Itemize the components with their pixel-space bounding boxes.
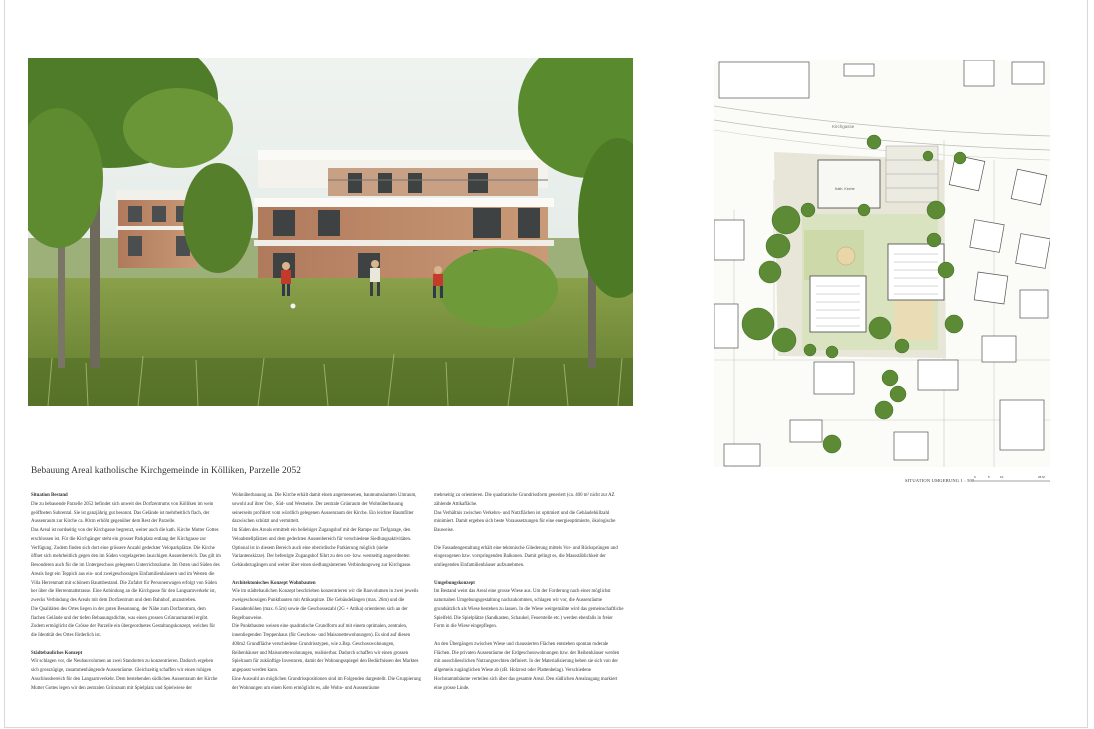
- paragraph: mehrseitig zu orientieren. Die quadratische Grundrissform generiert (ca. 400 m² nicht zur AZ zählende Attikafläche.: [434, 493, 615, 507]
- scale-label: SITUATION UMGEBUNG 1 : 500: [905, 478, 975, 483]
- paragraph: Die Punktbauten weisen eine quadratische Grundform auf mit einem optimalen, zentralen, innenliegenden Treppenhaus (für Geschoss- und Maisonettewohnungen). Es sind auf diesen 400m2 Grundfläche verschiedene Grundrisstypen, wie z.Bsp. Geschosswohnungen, Reihenhäuser und Maisonettewohnungen, realisierbar. Dadurch schaffen wir einen grossen Spielraum für zukünftige Investoren, damit der Wohnungsspiegel den Bedürfnissen des Marktes angepasst werden kann.: [232, 624, 419, 673]
- scale-tick: 10: [1000, 475, 1004, 479]
- paragraph: Das Areal ist nordseitig von der Kirchgasse begrenzt, weiter auch die kath. Kirche Mutter Gottes erschlossen ist. Für die Kirchgänger steht ein grosser Parkplatz entlang der Kirchgasse zur Verfügung. Zudem finden sich dort eine grössere Anzahl gedeckter Veloparkplätze. Die Kirche öffnet sich mehrheitlich gegen den im Süden vorgelagerten lauschigen Aussenbereich. Das gilt im Besonderen auch für die im Untergeschoss gelegenen Unterrichtsräume. Im Osten und Süden des Areals liegt ein Teppich aus ein- und zweigeschossigen Einfamilienhäusern und im Westen die Villa Herrenmatt mit schönem Baumbestand. Die Zufahrt für Personenwagen erfolgt von Süden her über die Herrenmattstrasse. Eine Anbindung an die Kirchgasse für den Langsamverkehr ist, zwecks Verbindung des Areals mit dem Dorfzentrum und dem Bahnhof, anzustreben.: [31, 528, 221, 603]
- text-column-1: [31, 492, 221, 693]
- paragraph: An den Übergängen zwischen Wiese und chaussierten Flächen entstehen spontan ruderale Flächen. Die privaten Aussenräume der Erdgeschosswohnungen bzw. der Reihenhäuser werden mit ausschliesslichen Nutzungsrechten definiert. In der Materialisierung heben sie sich von der allgemein zugänglichen Wiese ab (zB. Holzrost oder Plattenbelag). Verschiedene Hochstammbäume verteilen sich über das gesamte Areal. Den südlichen Arealzugang markiert eine grosse Linde.: [434, 641, 620, 691]
- paragraph: Im Süden des Areals ermittelt ein beliebiger Zugangshof mit der Rampe zur Tiefgarage, den Veloabstellplätzen und dem gedeckten Aussenbereich für verschiedene Siedlungsaktivitäten. Optional ist in diesem Bereich auch eine oberirdische Parkierung möglich (siehe Variantenskizze). Der befestigte Zugangshof führt zu den ost- bzw. westseitig angeordneten Gebäudezugängen und weiter über einen siedlungsinternen Verbindungsweg zur Kirchgasse.: [232, 528, 412, 568]
- paragraph: Wie im städtebaulichen Konzept beschrieben konzentrieren wir die Bauvolumen in zwei jeweils zweigeschossigen Punktbauten mit Attikaspitze. Die Gebäudelängen (max. 26m) und die Fassadenhöhen (max. 6.5m) sowie die Geschossezahl (2G + Attika) orientieren sich an der Regelbauweise.: [232, 589, 419, 621]
- street-label: Kirchgasse: [832, 124, 855, 129]
- scale-bar: [974, 475, 1050, 483]
- paragraph: Das Verhältnis zwischen Verkehrs- und Nutzflächen ist optimiert und die Gebäudehüllzahl minimiert. Damit ergeben sich beste Voraussetzungen für eine energieoptimierte, ökologische Bauweise.: [434, 510, 616, 533]
- section-heading: Städtebauliches Konzept: [31, 650, 83, 656]
- document-title: Bebauung Areal katholische Kirchgemeinde in Kölliken, Parzelle 2052: [31, 466, 301, 476]
- scale-tick: 5: [988, 475, 990, 479]
- church-label: Kath. Kirche: [835, 187, 855, 191]
- site-plan: [714, 60, 1050, 467]
- section-heading: Architektonisches Konzept Wohnbauten: [232, 580, 316, 586]
- text-column-2: [232, 492, 422, 693]
- paragraph: Wir schlagen vor, die Neubauvolumen an zwei Standorten zu konzentrieren. Dadurch ergeben sich grosszügige, zusammenhängende Aussenräume. Gleichzeitig schaffen wir einen ruhigen Anschlussbereich für den Langsamverkehr. Dem bestehenden südlichen Aussenraum der Kirche Mutter Gottes legen wir den zentralen Grünraum mit Spielplatz und Spielwiese der: [31, 659, 218, 691]
- paragraph: Die zu bebauende Parzelle 2052 befindet sich unweit des Dorfzentrums von Kölliken im wein geöffneten Suhrental. Sie ist ganzjährig gut besonnt. Das Gelände ist mehrheitlich flach, der Aussenraum zur Kirche ca. 80cm erhöht gegenüber dem Rest der Parzelle.: [31, 501, 214, 525]
- paragraph: Wohnüberbauung an. Die Kirche erhält damit einen angemessenen, baumumsäumten Umraum, sowohl auf ihrer Ost-, Süd- und Westseite. Der zentrale Grünraum der Wohnüberbauung seinerseits profitiert vom würdlich gelegenen Aussenraum der Kirche. Ein leichter Baumfilter dazwischen schützt und vermittelt.: [232, 493, 417, 525]
- paragraph: Die Fassadengestaltung erhält eine tektonische Gliederung mittels Vor- und Rücksprüngen und eingezogenen bzw. vorspringenden Balkonen. Damit gelingt es, die Massstäblichkeit der umliegenden Einfamilienhäuser aufzunehmen.: [434, 545, 618, 568]
- section-heading: Umgebungskonzept: [434, 580, 475, 586]
- paragraph: Eine Auswahl an möglichen Grundrisspositionen sind im Folgenden dargestellt. Die Gruppierung der Wohnungen um einen Kern ermöglicht es, alle Wohn- und Aussenräume: [232, 676, 421, 691]
- section-heading: Situation Bestand: [31, 493, 68, 498]
- paragraph: Die Qualitäten des Ortes liegen in der guten Besonnung, der Nähe zum Dorfzentrum, dem flachen Gelände und der tiefen Bebauungsdichte, was einen grossen Grünraumanteil ergibt. Zudem ermöglicht die Grösse der Parzelle ein übergeordnetes Gestaltungskonzept, welches für die Identität des Ortes förderlich ist.: [31, 606, 216, 638]
- architectural-rendering: [28, 58, 633, 406]
- scale-tick: 25 M: [1038, 475, 1045, 479]
- scale-tick: 0: [974, 475, 976, 479]
- text-column-3: [434, 492, 624, 693]
- paragraph: Im Bestand weist das Areal eine grosse Wiese aus. Um der Forderung nach einer möglichst naturnahen Umgebungsgestaltung nachzukommen, schlagen wir vor, die Aussenräume grundsätzlich als Wiese bestehen zu lassen. In die Wiese weitgemähte wird das gemeinschaftliche Spielfeld. Die Spielplätze (Sandkasten, Schaukel, Feuerstelle etc.) werden ebenfalls in freier Form in die Wiese eingepflegen.: [434, 589, 624, 630]
